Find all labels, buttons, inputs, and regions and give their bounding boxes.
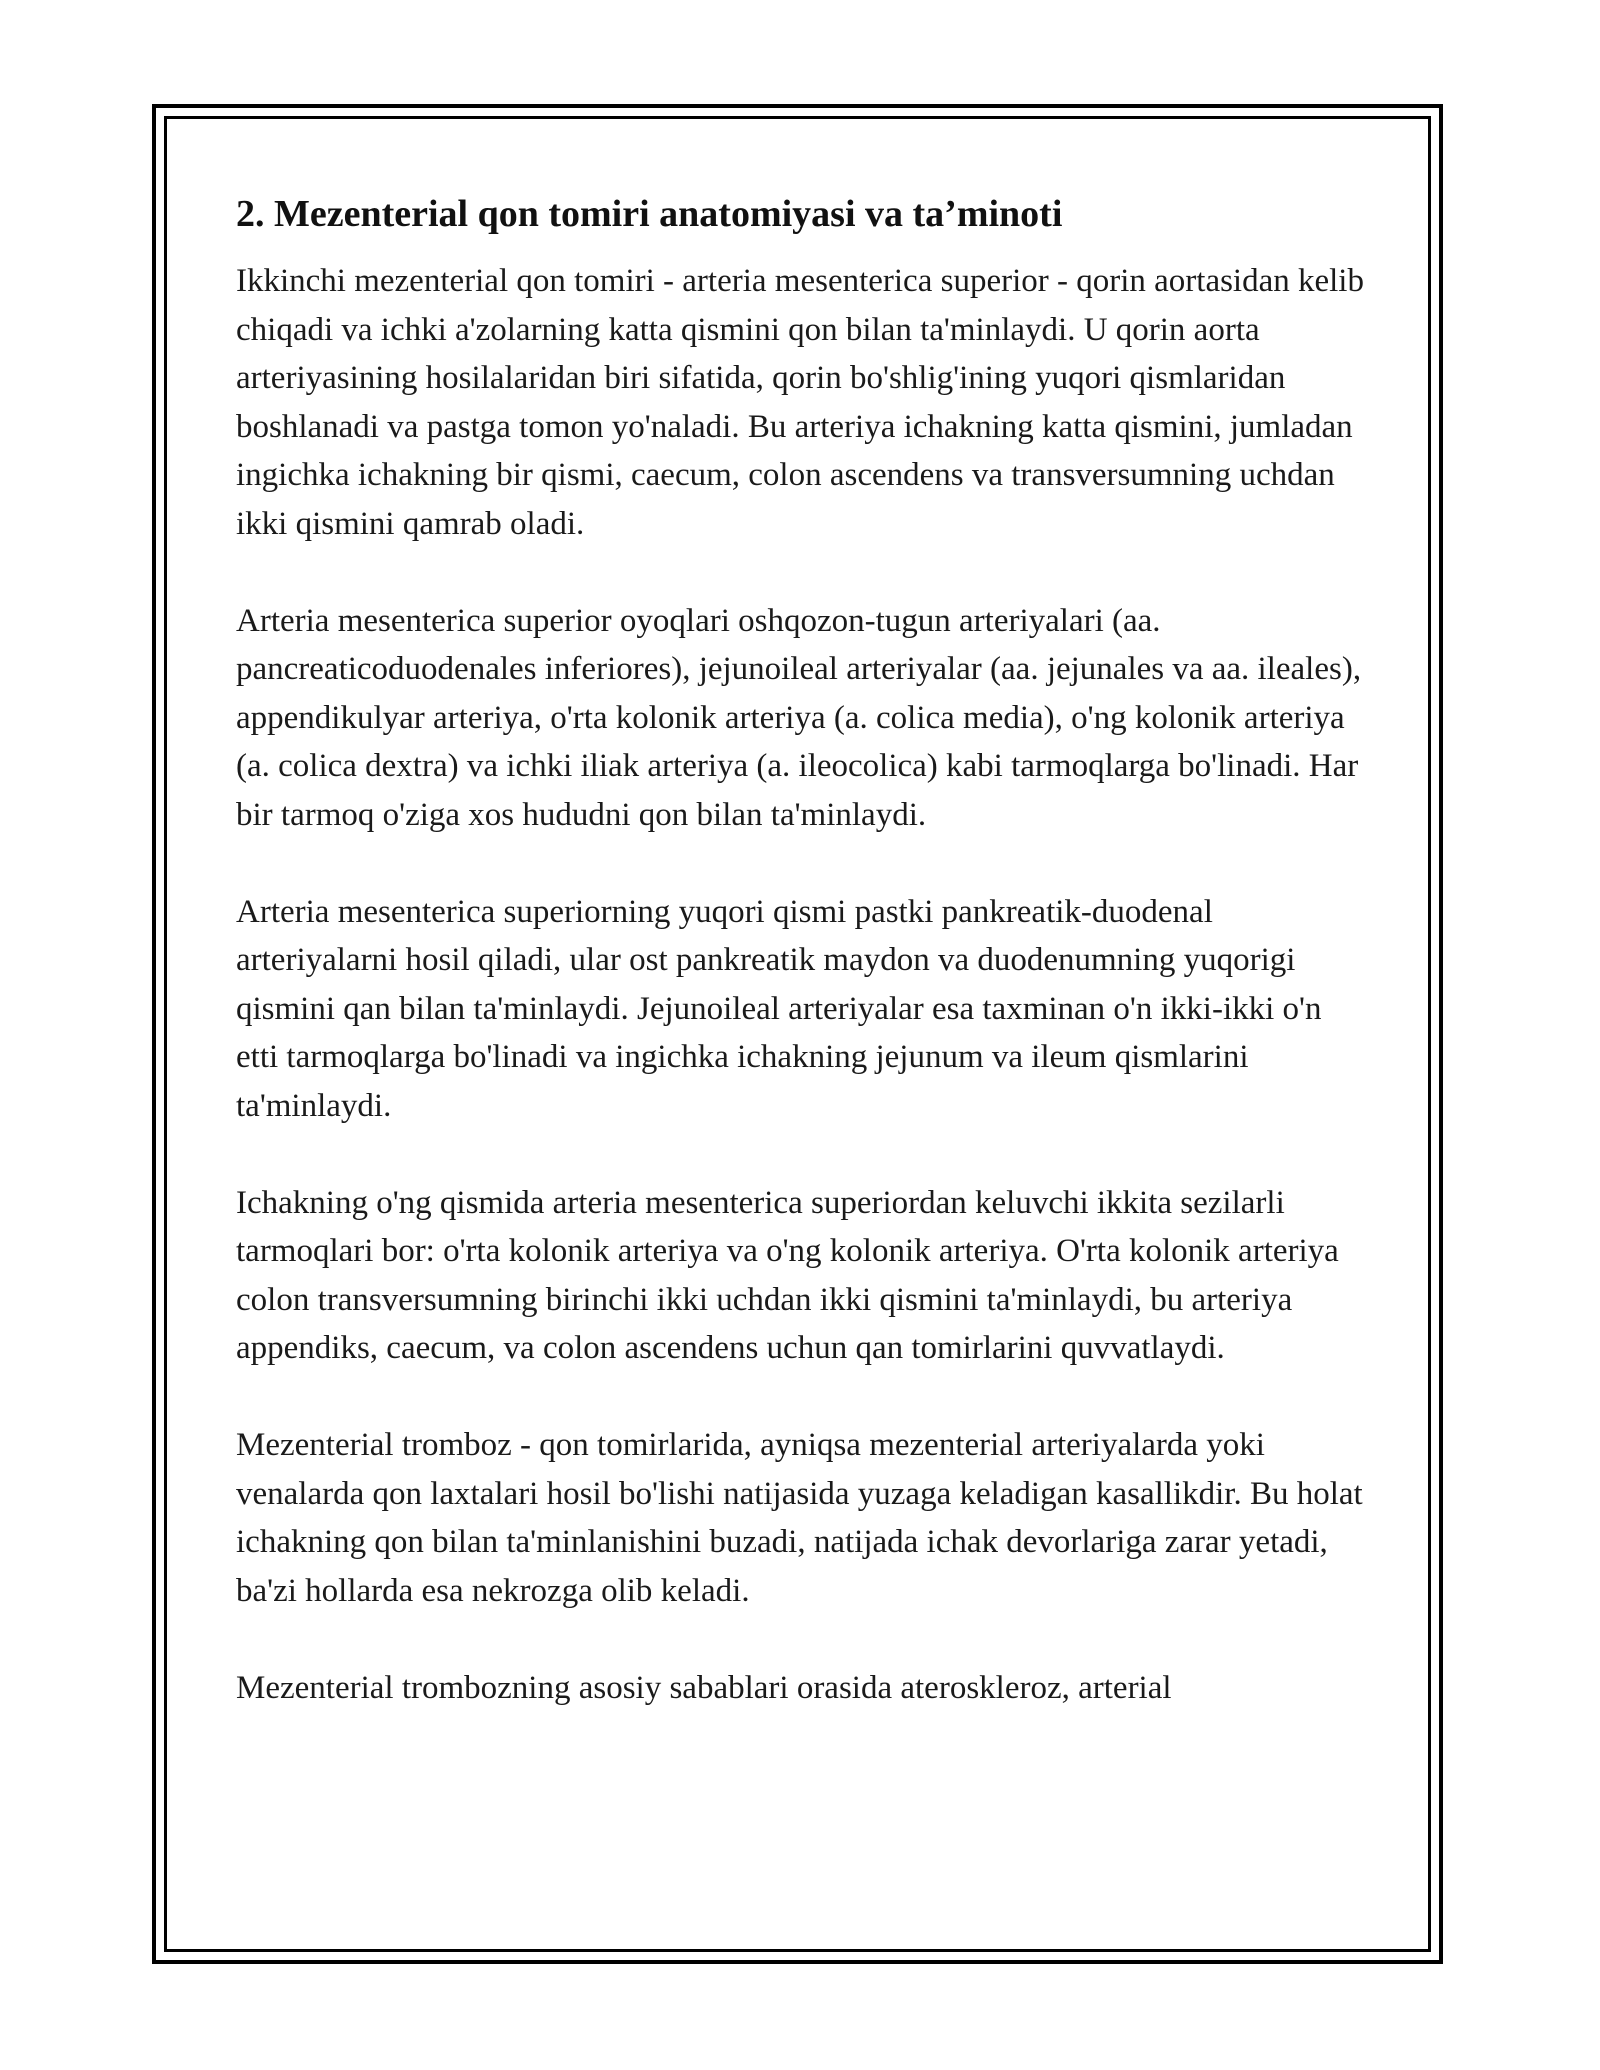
paragraph-3: Arteria mesenterica superiorning yuqori qismi pastki pankreatik-duodenal arteriyalarni hosil qiladi, ular ost pankreatik maydon va duodenumning yuqorigi qismini qan bilan ta'minlaydi. Jejunoileal arteriyalar esa taxminan o'n ikki-ikki o'n etti tarmoqlarga bo'linadi va ingichka ichakning jejunum va ileum qismlarini ta'minlaydi. (236, 893, 1322, 1124)
section-title: 2. Mezenterial qon tomiri anatomiyasi va ta’minoti (236, 193, 1063, 235)
paragraph-4: Ichakning o'ng qismida arteria mesenterica superiordan keluvchi ikkita sezilarli tarmoqlari bor: o'rta kolonik arteriya va o'ng kolonik arteriya. O'rta kolonik arteriya colon transversumning birinchi ikki uchdan ikki qismini ta'minlaydi, bu arteriya appendiks, caecum, va colon ascendens uchun qan tomirlarini quvvatlaydi. (236, 1184, 1339, 1366)
paragraph-2: Arteria mesenterica superior oyoqlari oshqozon-tugun arteriyalari (aa. pancreaticoduodenales inferiores), jejunoileal arteriyalar (aa. jejunales va aa. ileales), appendikulyar arteriya, o'rta kolonik arteriya (a. colica media), o'ng kolonik arteriya (a. colica dextra) va ichki iliak arteriya (a. ileocolica) kabi tarmoqlarga bo'linadi. Har bir tarmoq o'ziga xos hududni qon bilan ta'minlaydi. (236, 602, 1362, 833)
paragraph-5: Mezenterial tromboz - qon tomirlarida, ayniqsa mezenterial arteriyalarda yoki venalarda qon laxtalari hosil bo'lishi natijasida yuzaga keladigan kasallikdir. Bu holat ichakning qon bilan ta'minlanishini buzadi, natijada ichak devorlariga zarar yetadi, ba'zi hollarda esa nekrozga olib keladi. (236, 1427, 1363, 1609)
paragraph-1: Ikkinchi mezenterial qon tomiri - arteria mesenterica superior - qorin aortasidan kelib chiqadi va ichki a'zolarning katta qismini qon bilan ta'minlaydi. U qorin aorta arteriyasining hosilalaridan biri sifatida, qorin bo'shlig'ining yuqori qismlaridan boshlanadi va pastga tomon yo'naladi. Bu arteriya ichakning katta qismini, jumladan ingichka ichakning bir qismi, caecum, colon ascendens va transversumning uchdan ikki qismini qamrab oladi. (236, 263, 1364, 542)
document-body (236, 185, 1366, 1761)
paragraph-6: Mezenterial trombozning asosiy sabablari orasida ateroskleroz, arterial (236, 1669, 1172, 1706)
